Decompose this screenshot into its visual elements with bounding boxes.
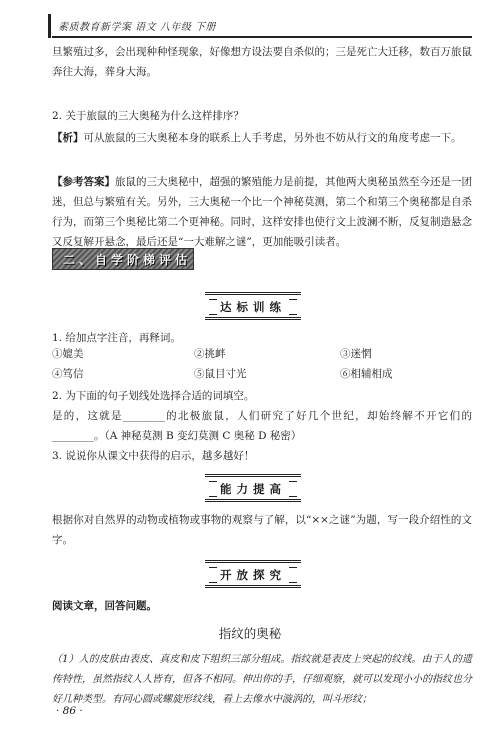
analysis-label: 【析】 — [52, 132, 84, 144]
vocabulary-grid — [52, 346, 472, 386]
intro-paragraph: 旦繁殖过多，会出现种种怪现象，好像想方设法要自杀似的；三是死亡大迁移，数百万旅鼠奔往大海，葬身大海。 — [52, 46, 472, 78]
ability-paragraph: 根据你对自然界的动物或植物或事物的观察与了解，以“××之谜”为题，写一段介绍性的文字。 — [52, 514, 472, 546]
answer-paragraph — [52, 172, 472, 252]
page-number: · 86 · — [56, 705, 83, 717]
subsection-heading-open — [205, 560, 301, 588]
subsection-heading-ability — [205, 474, 301, 502]
vocab-item: ③迷惘 — [340, 348, 372, 360]
answer-text: 旅鼠的三大奥秘中，超强的繁殖能力是前提，其他两大奥秘虽然至今还是一团迷，但总与繁殖有关。另外，三大奥秘一个比一个神秘莫测，第二个和第三个奥秘都是自杀行为，而第三个奥秘比第二个更神秘。同时，这样安排也使行文上波澜不断，反复制造悬念又反复解开悬念，最后还是“一大难解之谜”，更加能吸引读者。 — [52, 176, 472, 248]
question-2: 2. 关于旅鼠的三大奥秘为什么这样排序？ — [52, 110, 244, 122]
subsection-title: 开放探究 — [220, 568, 286, 582]
analysis-paragraph — [52, 128, 472, 148]
exercise-sentence: 是的，这就是________的北极旅鼠，人们研究了好几个世纪，却始终解不开它们的________。（A 神秘莫测 B 变幻莫测 C 奥秘 D 秘密） — [52, 410, 472, 442]
vocab-item: ①媲美 — [52, 348, 84, 360]
page-header — [52, 14, 472, 38]
analysis-text: 可从旅鼠的三大奥秘本身的联系上人手考虑，另外也不妨从行文的角度考虑一下。 — [83, 132, 462, 144]
article-paragraph: （1）人的皮肤由表皮、真皮和皮下组织三部分组成。指纹就是表皮上突起的纹线。由于人的遗传特性，虽然指纹人人皆有，但各不相同。伸出你的手，仔细观察，就可以发现小小的指纹也分好几种类型。有同心圆或螺旋形纹线，看上去像水中漩涡的，叫斗形纹； — [52, 654, 472, 705]
section-banner — [52, 248, 194, 270]
vocab-item: ②挑衅 — [194, 348, 226, 360]
subsection-heading-standard — [205, 292, 301, 320]
vocab-item: ⑤鼠目寸光 — [194, 368, 247, 380]
vocab-item: ⑥相辅相成 — [340, 368, 393, 380]
article-title: 指纹的奥秘 — [218, 626, 282, 641]
subsection-title: 能力提高 — [220, 482, 286, 496]
header-rule-mark — [48, 14, 51, 38]
exercise-question-3: 3. 说说你从课文中获得的启示，越多越好！ — [52, 450, 255, 462]
subsection-title: 达标训练 — [220, 300, 286, 314]
exercise-question-1: 1. 给加点字注音，再释词。 — [52, 332, 181, 344]
exercise-question-2: 2. 为下面的句子划线处选择合适的词填空。 — [52, 390, 255, 402]
section-banner-title: 二、自学阶梯评估 — [63, 253, 192, 267]
vocab-item: ④笃信 — [52, 368, 84, 380]
header-title: 素质教育新学案 语文 八年级 下册 — [58, 22, 217, 33]
answer-label: 【参考答案】 — [52, 176, 115, 188]
reading-instruction: 阅读文章，回答问题。 — [52, 600, 157, 612]
